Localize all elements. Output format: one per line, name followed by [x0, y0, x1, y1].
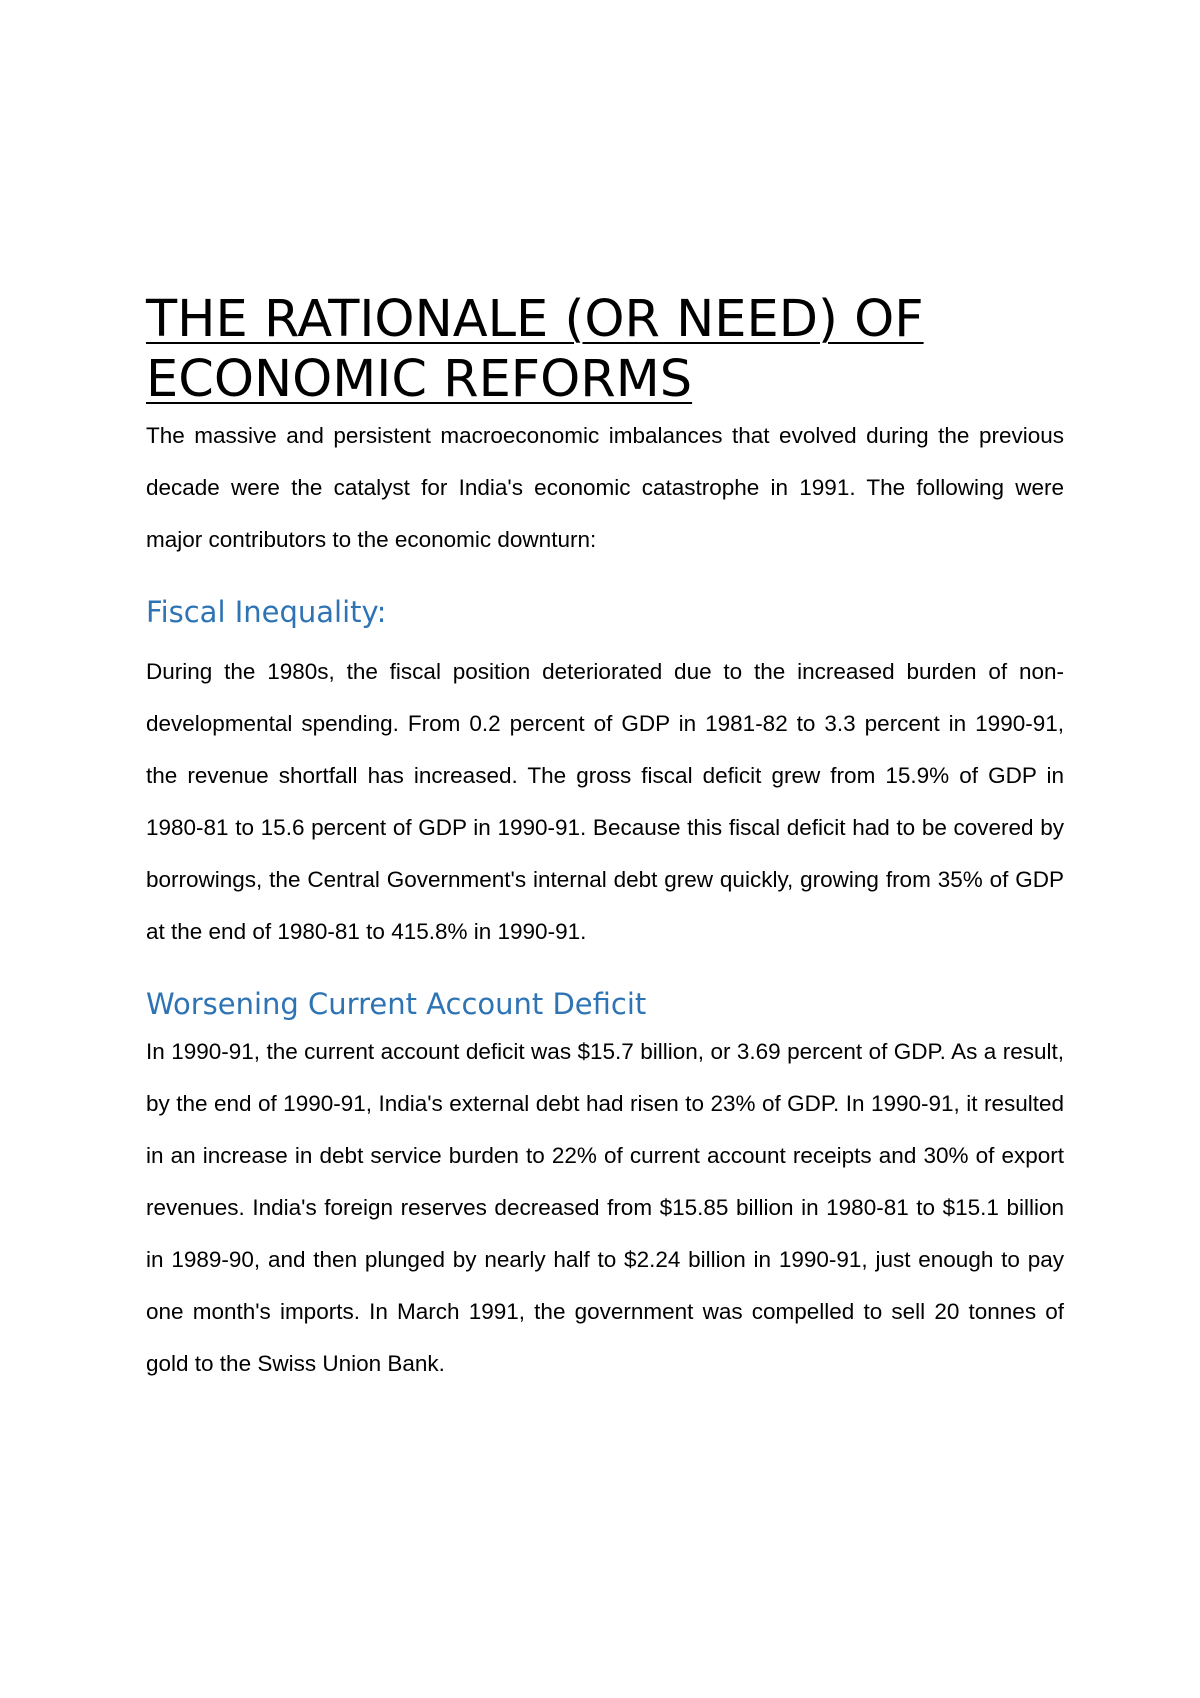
intro-paragraph: The massive and persistent macroeconomic imbalances that evolved during the previous decade were the catalyst for India's economic catastrophe in 1991. The following were major contributors to the economic downturn:: [146, 423, 1064, 552]
document-title-line-1: THE RATIONALE (OR NEED) OF: [146, 290, 924, 349]
section-heading-current-account-deficit: Worsening Current Account Deficit: [146, 987, 647, 1021]
section-body-fiscal-inequality: During the 1980s, the fiscal position deteriorated due to the increased burden of non-developmental spending. From 0.2 percent of GDP in 1981-82 to 3.3 percent in 1990-91, the revenue shortfall has increased. The gross fiscal deficit grew from 15.9% of GDP in 1980-81 to 15.6 percent of GDP in 1990-91. Because this fiscal deficit had to be covered by borrowings, the Central Government's internal debt grew quickly, growing from 35% of GDP at the end of 1980-81 to 415.8% in 1990-91.: [146, 659, 1064, 944]
document-title: [146, 290, 1064, 410]
document-title-line-2: ECONOMIC REFORMS: [146, 350, 693, 409]
document-content: [146, 290, 1064, 1390]
section-body-current-account-deficit: In 1990-91, the current account deficit was $15.7 billion, or 3.69 percent of GDP. As a result, by the end of 1990-91, India's external debt had risen to 23% of GDP. In 1990-91, it resulted in an increase in debt service burden to 22% of current account receipts and 30% of export revenues. India's foreign reserves decreased from $15.85 billion in 1980-81 to $15.1 billion in 1989-90, and then plunged by nearly half to $2.24 billion in 1990-91, just enough to pay one month's imports. In March 1991, the government was compelled to sell 20 tonnes of gold to the Swiss Union Bank.: [146, 1039, 1064, 1376]
section-heading-fiscal-inequality: Fiscal Inequality:: [146, 595, 387, 629]
